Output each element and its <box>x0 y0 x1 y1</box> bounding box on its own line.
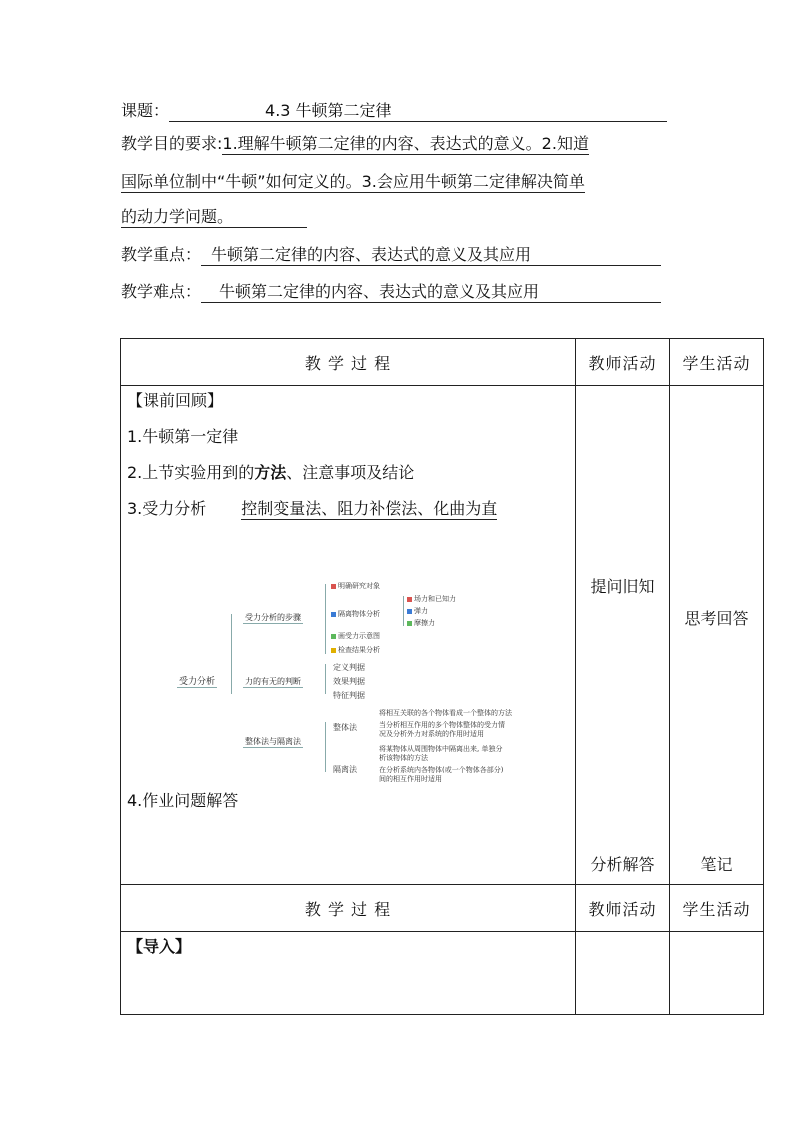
table-header-row <box>121 339 764 386</box>
review-item-3-a: 3.受力分析 <box>127 499 207 518</box>
difficulty-line <box>121 282 674 303</box>
mm-b2-2: 效果判据 <box>333 677 365 686</box>
col-process: 教 学 过 程 <box>121 339 576 386</box>
review-item-2-b: 方法 <box>254 463 287 482</box>
review-item-2-a: 2.上节实验用到的 <box>127 463 255 482</box>
student-activity-2: 笔记 <box>700 855 733 874</box>
mm-b3-2-b1: 在分析系统内各物体(或一个物体各部分) <box>379 766 504 774</box>
key-label: 教学重点： <box>121 245 202 264</box>
col-student-2: 学生活动 <box>670 885 764 932</box>
mm-b3-1: 整体法 <box>333 723 357 732</box>
col-student: 学生活动 <box>670 339 764 386</box>
red-marker-icon <box>331 584 336 589</box>
mm-b1-4: 检查结果分析 <box>331 645 380 655</box>
diff-underline <box>201 282 661 303</box>
goal-text-1: 1.理解牛顿第二定律的内容、表达式的意义。2.知道 <box>222 134 589 153</box>
col-process-2: 教 学 过 程 <box>121 885 576 932</box>
mm-b1-1: 明确研究对象 <box>331 581 380 591</box>
blue-marker-icon <box>407 609 412 614</box>
key-value: 牛顿第二定律的内容、表达式的意义及其应用 <box>211 245 532 264</box>
mm-b3-1-a: 将相互关联的各个物体看成一个整体的方法 <box>379 709 512 717</box>
mm-b1-2: 隔离物体分析 <box>331 609 380 619</box>
mm-branch-3: 整体法与隔离法 <box>245 737 301 746</box>
teacher-activity-cell <box>576 386 670 885</box>
student-activity-1: 思考回答 <box>684 609 749 628</box>
mm-b1-2-2: 弹力 <box>407 606 428 616</box>
mm-b3-2: 隔离法 <box>333 765 357 774</box>
key-underline <box>201 245 661 266</box>
mm-branch-2: 力的有无的判断 <box>245 677 301 686</box>
diff-value: 牛顿第二定律的内容、表达式的意义及其应用 <box>219 282 540 301</box>
review-title: 【课前回顾】 <box>127 391 224 410</box>
intro-title: 【导入】 <box>127 937 192 956</box>
yellow-marker-icon <box>331 648 336 653</box>
goal-line-1 <box>121 134 674 155</box>
mm-b1-2-3: 摩擦力 <box>407 618 435 628</box>
review-item-2-c: 、注意事项及结论 <box>286 463 415 482</box>
mm-b1-3: 画受力示意图 <box>331 631 380 641</box>
topic-underline <box>169 101 667 122</box>
goal-line-3 <box>121 207 674 228</box>
review-item-3-b: 控制变量法、阻力补偿法、化曲为直 <box>241 496 497 520</box>
green-marker-icon <box>407 621 412 626</box>
review-item-4: 4.作业问题解答 <box>127 791 239 810</box>
lesson-table <box>120 338 764 1015</box>
review-row <box>121 386 764 885</box>
mm-b2-1: 定义判据 <box>333 663 365 672</box>
key-point-line <box>121 245 674 266</box>
mm-b3-1-b1: 当分析相互作用的多个物体整体的受力情 <box>379 721 505 729</box>
student-activity-cell <box>670 386 764 885</box>
mm-b3-1-b2: 况及分析外力对系统的作用时适用 <box>379 730 484 738</box>
table-header-row-2 <box>121 885 764 932</box>
goal-label: 教学目的要求: <box>121 134 223 153</box>
intro-row <box>121 932 764 1015</box>
topic-line <box>121 101 674 122</box>
teacher-activity-1: 提问旧知 <box>590 577 655 596</box>
goal-text-3: 的动力学问题。 <box>121 207 307 228</box>
mm-b2-3: 特征判据 <box>333 691 365 700</box>
teacher-activity-2: 分析解答 <box>590 855 655 874</box>
intro-student-cell <box>670 932 764 1015</box>
green-marker-icon <box>331 634 336 639</box>
mm-root: 受力分析 <box>177 674 217 688</box>
goal-text-2: 国际单位制中“牛顿”如何定义的。3.会应用牛顿第二定律解决简单 <box>121 172 585 191</box>
red-marker-icon <box>407 597 412 602</box>
mm-b3-2-a2: 析该物体的方法 <box>379 754 428 762</box>
review-item-1: 1.牛顿第一定律 <box>127 427 239 446</box>
topic-label: 课题： <box>121 101 170 120</box>
mm-branch-1: 受力分析的步骤 <box>245 613 301 622</box>
mm-b1-2-1: 场力和已知力 <box>407 594 456 604</box>
blue-marker-icon <box>331 612 336 617</box>
diff-label: 教学难点： <box>121 282 202 301</box>
intro-cell <box>121 932 576 1015</box>
mm-b3-2-b2: 间的相互作用时适用 <box>379 775 442 783</box>
intro-teacher-cell <box>576 932 670 1015</box>
col-teacher-2: 教师活动 <box>576 885 670 932</box>
col-teacher: 教师活动 <box>576 339 670 386</box>
review-cell <box>121 386 576 885</box>
topic-value: 4.3 牛顿第二定律 <box>265 101 392 120</box>
goal-line-2 <box>121 172 674 193</box>
mm-b3-2-a1: 将某物体从周围物体中隔离出来, 单独分 <box>379 745 503 753</box>
